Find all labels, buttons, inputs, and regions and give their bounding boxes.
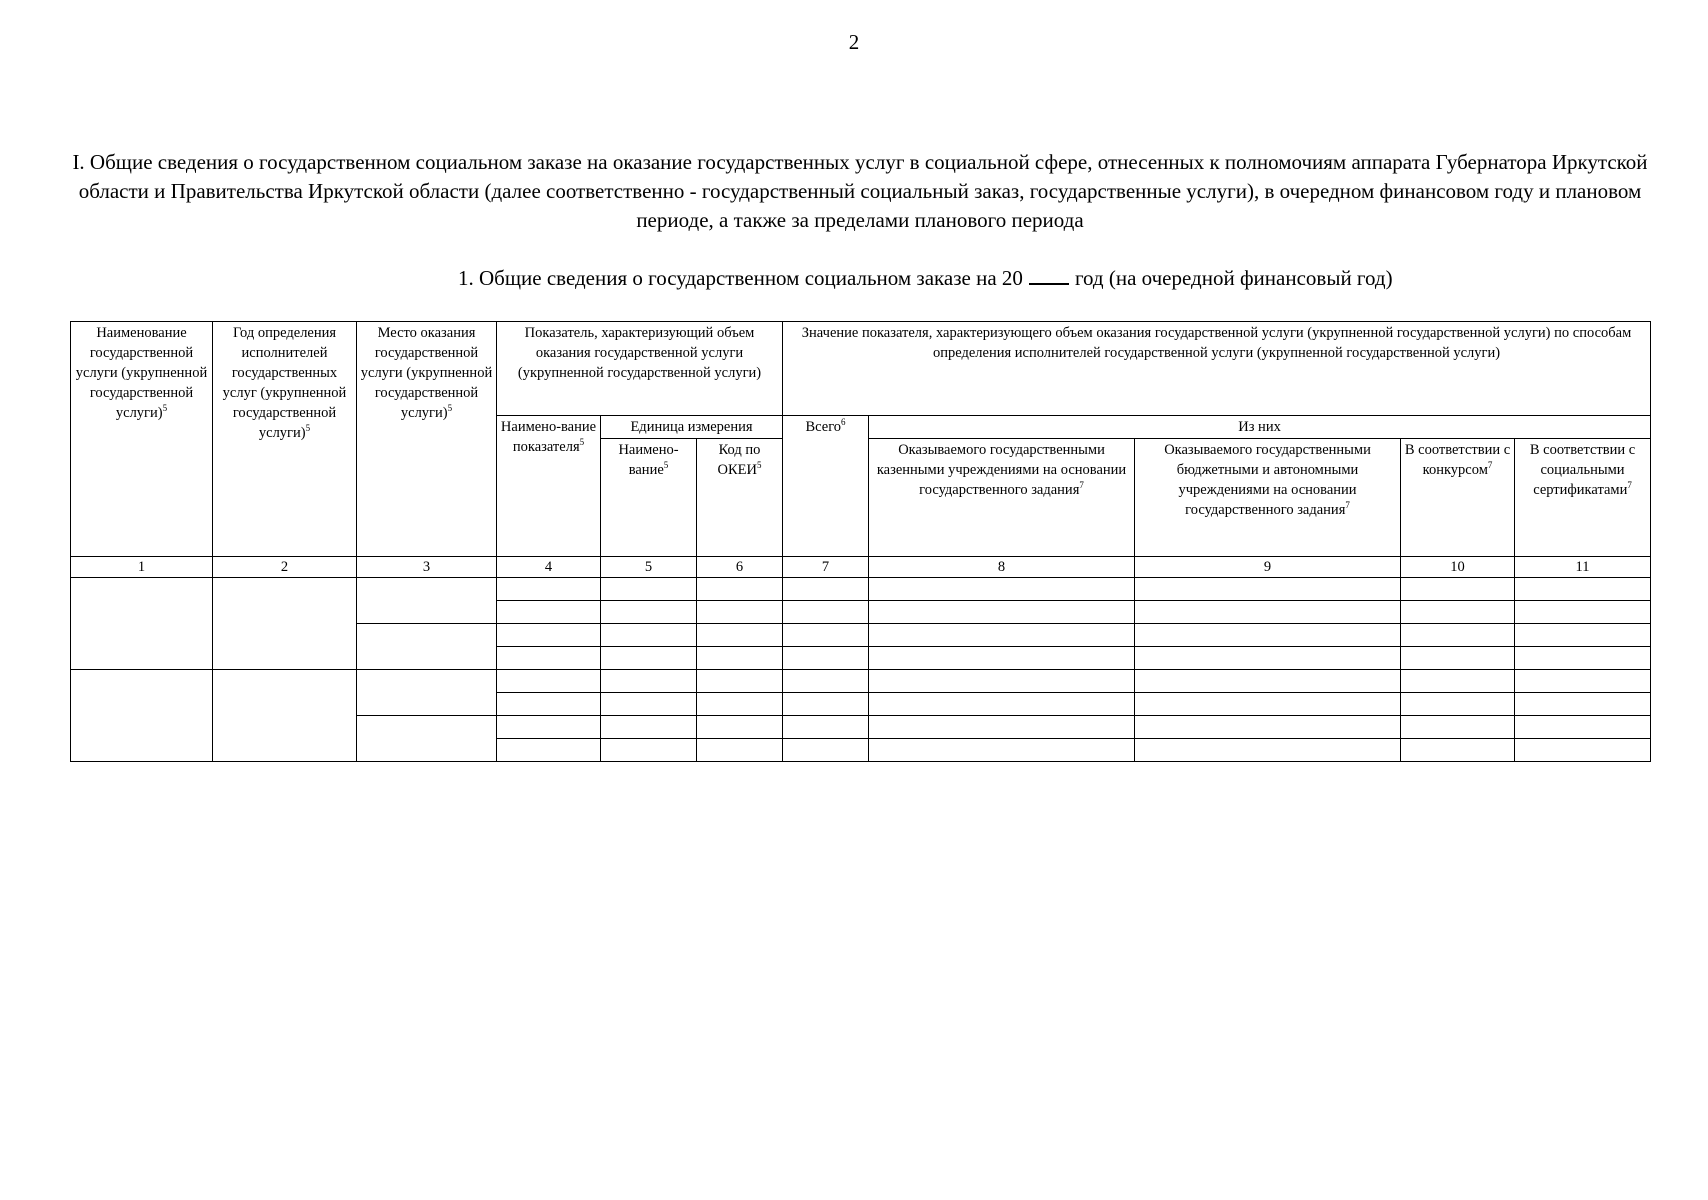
table-cell[interactable] bbox=[497, 693, 601, 716]
table-cell[interactable] bbox=[601, 647, 697, 670]
table-cell[interactable] bbox=[697, 578, 783, 601]
table-cell[interactable] bbox=[697, 693, 783, 716]
table-cell[interactable] bbox=[783, 739, 869, 762]
column-number: 8 bbox=[869, 557, 1135, 578]
table-cell[interactable] bbox=[497, 624, 601, 647]
table-cell[interactable] bbox=[869, 624, 1135, 647]
table-cell[interactable] bbox=[601, 739, 697, 762]
table-cell[interactable] bbox=[357, 578, 497, 624]
table-cell[interactable] bbox=[869, 739, 1135, 762]
column-number: 11 bbox=[1515, 557, 1651, 578]
table-cell[interactable] bbox=[1401, 716, 1515, 739]
header-indicator-group: Показатель, характеризующий объем оказания государственной услуги (укрупненной государственной услуги) bbox=[497, 322, 783, 416]
table-cell[interactable] bbox=[601, 670, 697, 693]
table-cell[interactable] bbox=[1515, 716, 1651, 739]
section-title: I. Общие сведения о государственном социальном заказе на оказание государственных услуг в социальной сфере, отнесенных к полномочиям аппарата Губернатора Иркутской области и Правительства Иркутской области (далее соответственно - государственный социальный заказ, государственные услуги), в очередном финансовом году и плановом периоде, а также за пределами планового периода bbox=[72, 150, 1648, 232]
table-cell[interactable] bbox=[497, 647, 601, 670]
table-cell[interactable] bbox=[357, 670, 497, 716]
header-unit-name: Наимено-вание$^5$ bbox=[601, 439, 697, 557]
table-cell[interactable] bbox=[697, 716, 783, 739]
table-cell[interactable] bbox=[1135, 624, 1401, 647]
column-number: 7 bbox=[783, 557, 869, 578]
table-cell[interactable] bbox=[1401, 739, 1515, 762]
table-cell[interactable] bbox=[1515, 601, 1651, 624]
table-cell[interactable] bbox=[783, 693, 869, 716]
table-cell[interactable] bbox=[869, 647, 1135, 670]
table-cell[interactable] bbox=[869, 716, 1135, 739]
table-cell[interactable] bbox=[601, 716, 697, 739]
table-cell[interactable] bbox=[697, 624, 783, 647]
table-cell[interactable] bbox=[357, 624, 497, 670]
year-blank-field[interactable] bbox=[1029, 267, 1069, 285]
table-cell[interactable] bbox=[213, 578, 357, 670]
table-cell[interactable] bbox=[697, 601, 783, 624]
subtitle-text-end: год (на очередной финансовый год) bbox=[1074, 266, 1393, 290]
table-cell[interactable] bbox=[1135, 647, 1401, 670]
table-cell[interactable] bbox=[1135, 670, 1401, 693]
table-cell[interactable] bbox=[1135, 716, 1401, 739]
header-competition: В соответствии с конкурсом$^7$ bbox=[1401, 439, 1515, 557]
table-cell[interactable] bbox=[1135, 739, 1401, 762]
table-cell[interactable] bbox=[497, 716, 601, 739]
column-numbers-row bbox=[71, 557, 1651, 578]
table-cell[interactable] bbox=[497, 578, 601, 601]
table-cell[interactable] bbox=[697, 647, 783, 670]
column-number: 5 bbox=[601, 557, 697, 578]
table-cell[interactable] bbox=[1515, 670, 1651, 693]
subsection-title bbox=[458, 266, 1393, 291]
table-cell[interactable] bbox=[601, 624, 697, 647]
table-cell[interactable] bbox=[869, 670, 1135, 693]
header-budget-institutions: Оказываемого государственными бюджетными и автономными учреждениями на основании государственного задания$^7$ bbox=[1135, 439, 1401, 557]
page-number: 2 bbox=[848, 30, 860, 54]
table-cell[interactable] bbox=[697, 739, 783, 762]
header-value-group: Значение показателя, характеризующего объем оказания государственной услуги (укрупненной государственной услуги) по способам определения исполнителей государственной услуги (укрупненной государственной услуги) bbox=[783, 322, 1651, 416]
header-unit-code: Код по ОКЕИ$^5$ bbox=[697, 439, 783, 557]
column-number: 10 bbox=[1401, 557, 1515, 578]
table-cell[interactable] bbox=[1401, 693, 1515, 716]
table-cell[interactable] bbox=[71, 578, 213, 670]
table-cell[interactable] bbox=[1135, 601, 1401, 624]
table-cell[interactable] bbox=[357, 716, 497, 762]
table-cell[interactable] bbox=[601, 693, 697, 716]
table-cell[interactable] bbox=[783, 624, 869, 647]
header-indicator-name: Наимено-вание показателя$^5$ bbox=[497, 416, 601, 557]
table-cell[interactable] bbox=[1515, 647, 1651, 670]
header-year: Год определения исполнителей государственных услуг (укрупненной государственной услуги)$^5$ bbox=[213, 322, 357, 557]
table-cell[interactable] bbox=[71, 670, 213, 762]
header-place: Место оказания государственной услуги (укрупненной государственной услуги)$^5$ bbox=[357, 322, 497, 557]
table-cell[interactable] bbox=[697, 670, 783, 693]
table-cell[interactable] bbox=[783, 670, 869, 693]
table-cell[interactable] bbox=[601, 578, 697, 601]
table-cell[interactable] bbox=[1515, 693, 1651, 716]
header-of-them: Из них bbox=[869, 416, 1651, 439]
table-cell[interactable] bbox=[1401, 601, 1515, 624]
table-cell[interactable] bbox=[783, 647, 869, 670]
table-row bbox=[71, 578, 1651, 601]
subtitle-text: 1. Общие сведения о государственном социальном заказе на 20 bbox=[458, 266, 1023, 290]
table-cell[interactable] bbox=[869, 693, 1135, 716]
column-number: 6 bbox=[697, 557, 783, 578]
header-total: Всего$^6$ bbox=[783, 416, 869, 557]
table-cell[interactable] bbox=[213, 670, 357, 762]
table-cell[interactable] bbox=[497, 670, 601, 693]
column-number: 2 bbox=[213, 557, 357, 578]
table-cell[interactable] bbox=[601, 601, 697, 624]
table-cell[interactable] bbox=[869, 601, 1135, 624]
table-cell[interactable] bbox=[1401, 578, 1515, 601]
table-cell[interactable] bbox=[869, 578, 1135, 601]
column-number: 3 bbox=[357, 557, 497, 578]
table-row bbox=[71, 670, 1651, 693]
table-cell[interactable] bbox=[1135, 693, 1401, 716]
header-service-name: Наименование государственной услуги (укрупненной государственной услуги)$^5$ bbox=[71, 322, 213, 557]
column-number: 1 bbox=[71, 557, 213, 578]
table-cell[interactable] bbox=[497, 601, 601, 624]
header-unit-group: Единица измерения bbox=[601, 416, 783, 439]
table-cell[interactable] bbox=[497, 739, 601, 762]
table-cell[interactable] bbox=[1515, 739, 1651, 762]
column-number: 4 bbox=[497, 557, 601, 578]
table-cell[interactable] bbox=[1401, 647, 1515, 670]
column-number: 9 bbox=[1135, 557, 1401, 578]
table-cell[interactable] bbox=[1135, 578, 1401, 601]
table-cell[interactable] bbox=[1401, 624, 1515, 647]
header-certificates: В соответствии с социальными сертификатами$^7$ bbox=[1515, 439, 1651, 557]
header-state-institutions: Оказываемого государственными казенными учреждениями на основании государственного задания$^7$ bbox=[869, 439, 1135, 557]
table-cell[interactable] bbox=[1515, 624, 1651, 647]
table-cell[interactable] bbox=[1401, 670, 1515, 693]
table-cell[interactable] bbox=[783, 601, 869, 624]
table-cell[interactable] bbox=[783, 716, 869, 739]
social-order-table bbox=[70, 321, 1651, 762]
table-cell[interactable] bbox=[783, 578, 869, 601]
table-cell[interactable] bbox=[1515, 578, 1651, 601]
